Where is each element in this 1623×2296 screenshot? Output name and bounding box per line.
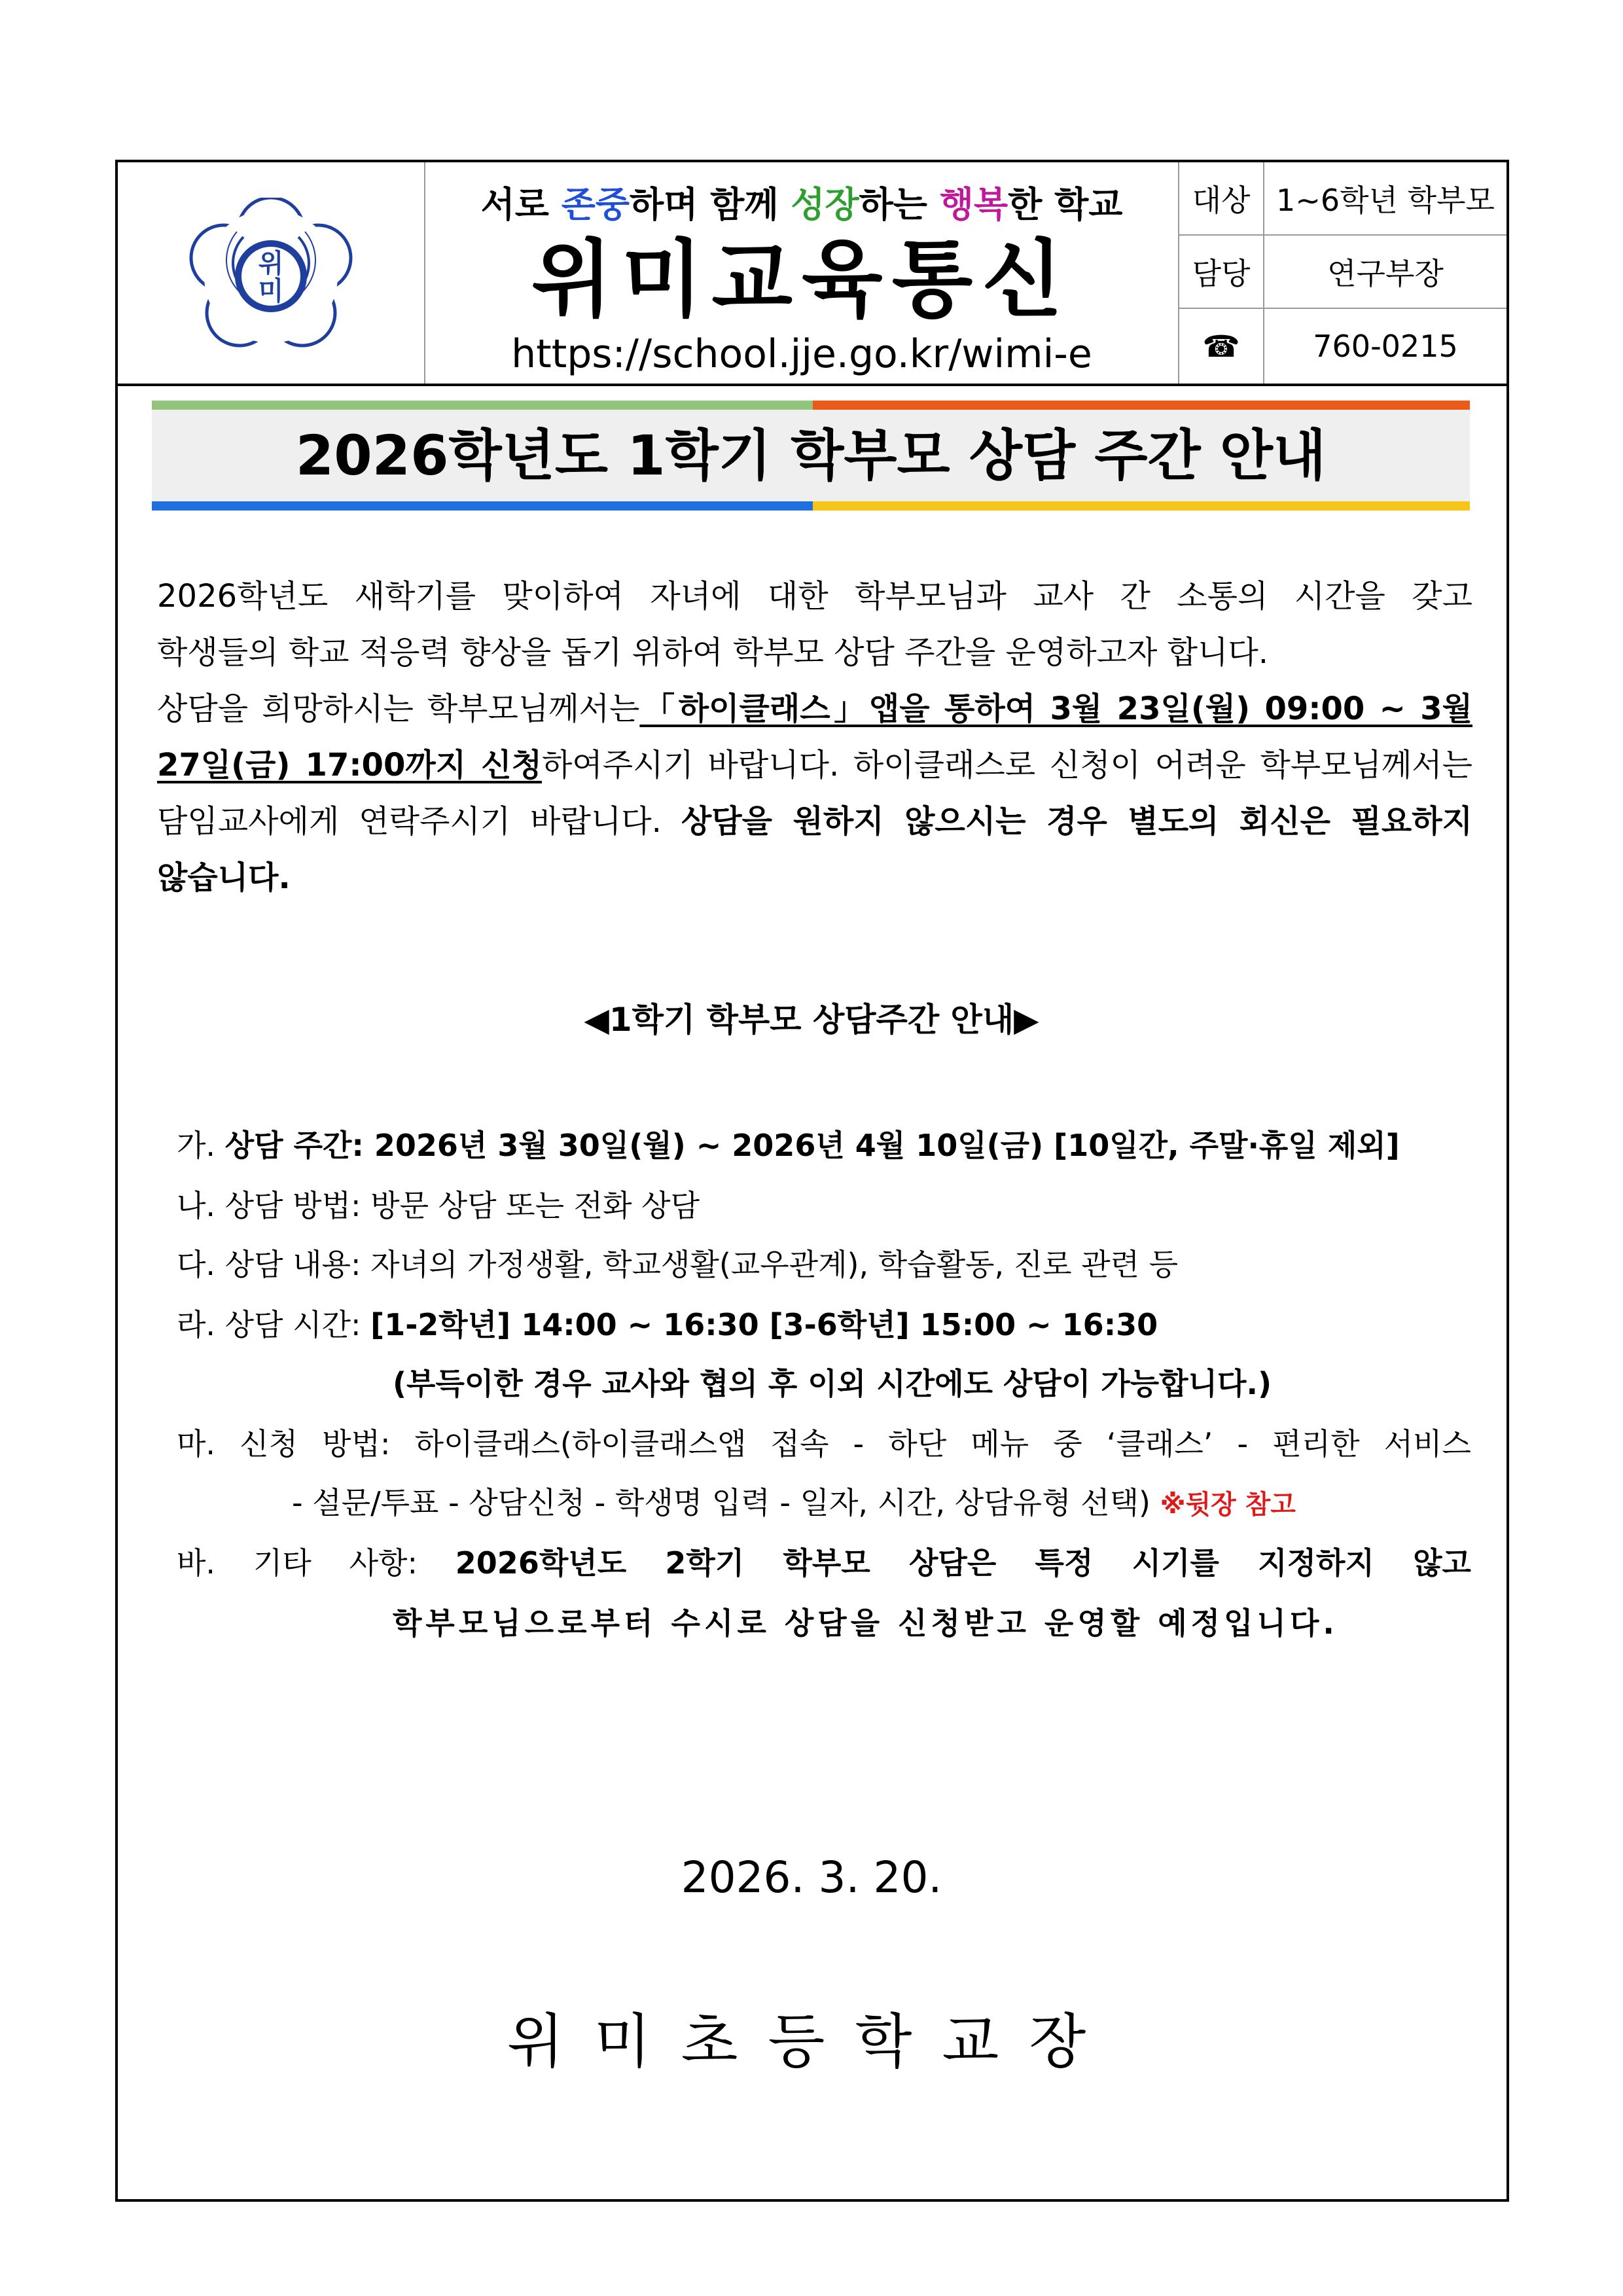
newsletter-header bbox=[118, 162, 1507, 386]
slogan-highlight-happiness: 행복 bbox=[939, 184, 1008, 225]
list-item-method: 나. 상담 방법: 방문 상담 또는 전화 상담 bbox=[177, 1188, 700, 1223]
item-prefix: 가. bbox=[177, 1128, 225, 1163]
school-url: https://school.jje.go.kr/wimi-e bbox=[511, 331, 1092, 377]
info-row-dept bbox=[1179, 236, 1507, 309]
info-value: 760-0215 bbox=[1313, 329, 1458, 364]
info-label: 대상 bbox=[1179, 162, 1264, 234]
section-title: ◀1학기 학부모 상담주간 안내▶ bbox=[584, 1001, 1039, 1039]
issue-date: 2026. 3. 20. bbox=[681, 1852, 942, 1903]
banner-bar bbox=[152, 501, 813, 511]
banner-bar bbox=[152, 401, 813, 410]
info-value: 연구부장 bbox=[1327, 256, 1444, 291]
info-row-phone bbox=[1179, 309, 1507, 384]
info-row-target bbox=[1179, 162, 1507, 236]
phone-icon: ☎ bbox=[1179, 309, 1264, 384]
intro-emphasis: 상담을 원하지 않으시는 경우 별도의 회신은 필요하지 bbox=[681, 803, 1472, 840]
info-value: 1~6학년 학부모 bbox=[1276, 183, 1495, 218]
intro-text: 담임교사에게 연락주시기 바랍니다. bbox=[157, 803, 681, 840]
time-note: (부득이한 경우 교사와 협의 후 이외 시간에도 상담이 가능합니다.) bbox=[393, 1366, 1272, 1401]
slogan-part: 하며 함께 bbox=[630, 184, 791, 225]
title-cell bbox=[425, 162, 1179, 384]
info-table bbox=[1179, 162, 1507, 384]
intro-emphasis: 27일(금) 17:00까지 신청 bbox=[157, 747, 542, 783]
item-label: 바. 기타 사항: bbox=[177, 1545, 455, 1581]
svg-text:미: 미 bbox=[258, 276, 284, 306]
intro-line bbox=[157, 681, 1472, 737]
list-item-content: 다. 상담 내용: 자녀의 가정생활, 학교생활(교우관계), 학습활동, 진로 관련 등 bbox=[177, 1247, 1179, 1282]
svg-text:위: 위 bbox=[258, 249, 284, 279]
school-emblem-icon bbox=[187, 198, 355, 348]
list-item-time bbox=[177, 1304, 1479, 1346]
item-value: [1-2학년] 14:00 ~ 16:30 [3-6학년] 15:00 ~ 16:30 bbox=[370, 1307, 1158, 1342]
item-value: - 설문/투표 - 상담신청 - 학생명 입력 - 일자, 시간, 상담유형 선택) bbox=[292, 1485, 1160, 1520]
signer: 위미초등학교장 bbox=[507, 2007, 1116, 2076]
slogan-part: 서로 bbox=[480, 184, 562, 225]
info-label: 담당 bbox=[1179, 236, 1264, 308]
intro-line: 2026학년도 새학기를 맞이하여 자녀에 대한 학부모님과 교사 간 소통의 시간을 갖고 bbox=[157, 578, 1472, 615]
intro-line bbox=[157, 737, 1472, 793]
item-label: 상담 주간: bbox=[224, 1128, 364, 1163]
other-note: 학부모님으로부터 수시로 상담을 신청받고 운영할 예정입니다. bbox=[393, 1605, 1338, 1641]
page-title: 2026학년도 1학기 학부모 상담 주간 안내 bbox=[295, 423, 1327, 488]
slogan-part: 한 학교 bbox=[1008, 184, 1123, 225]
list-item-apply: 마. 신청 방법: 하이클래스(하이클래스앱 접속 - 하단 메뉴 중 ‘클래스’ - 편리한 서비스 bbox=[177, 1426, 1471, 1462]
back-page-note: ※뒷장 참고 bbox=[1160, 1490, 1296, 1520]
school-slogan bbox=[425, 177, 1178, 227]
list-item-other bbox=[177, 1542, 1471, 1584]
intro-text: 상담을 희망하시는 학부모님께서는 bbox=[157, 691, 640, 727]
slogan-part: 하는 bbox=[859, 184, 940, 225]
intro-line: 않습니다. bbox=[157, 859, 291, 896]
intro-line bbox=[157, 793, 1472, 850]
apply-steps bbox=[292, 1482, 1470, 1526]
intro-emphasis: 「하이클래스」앱을 통하여 3월 23일(월) 09:00 ~ 3월 bbox=[639, 691, 1472, 727]
item-label: 라. 상담 시간: bbox=[177, 1307, 371, 1342]
slogan-highlight-growth: 성장 bbox=[791, 184, 859, 225]
banner-bar bbox=[813, 501, 1470, 511]
intro-text: 하여주시기 바랍니다. 하이클래스로 신청이 어려운 학부모님께서는 bbox=[541, 747, 1472, 783]
list-item-period bbox=[177, 1124, 1479, 1166]
intro-line: 학생들의 학교 적응력 향상을 돕기 위하여 학부모 상담 주간을 운영하고자 합니다. bbox=[157, 634, 1268, 671]
item-value: 2026년 3월 30일(월) ~ 2026년 4월 10일(금) [10일간, 주말·휴일 제외] bbox=[363, 1128, 1400, 1163]
banner-bar bbox=[813, 401, 1470, 410]
title-banner bbox=[152, 401, 1470, 511]
item-value: 2026학년도 2학기 학부모 상담은 특정 시기를 지정하지 않고 bbox=[455, 1545, 1471, 1581]
slogan-highlight-respect: 존중 bbox=[561, 184, 630, 225]
newsletter-name: 위미교육통신 bbox=[531, 231, 1072, 329]
logo-cell bbox=[118, 162, 425, 384]
